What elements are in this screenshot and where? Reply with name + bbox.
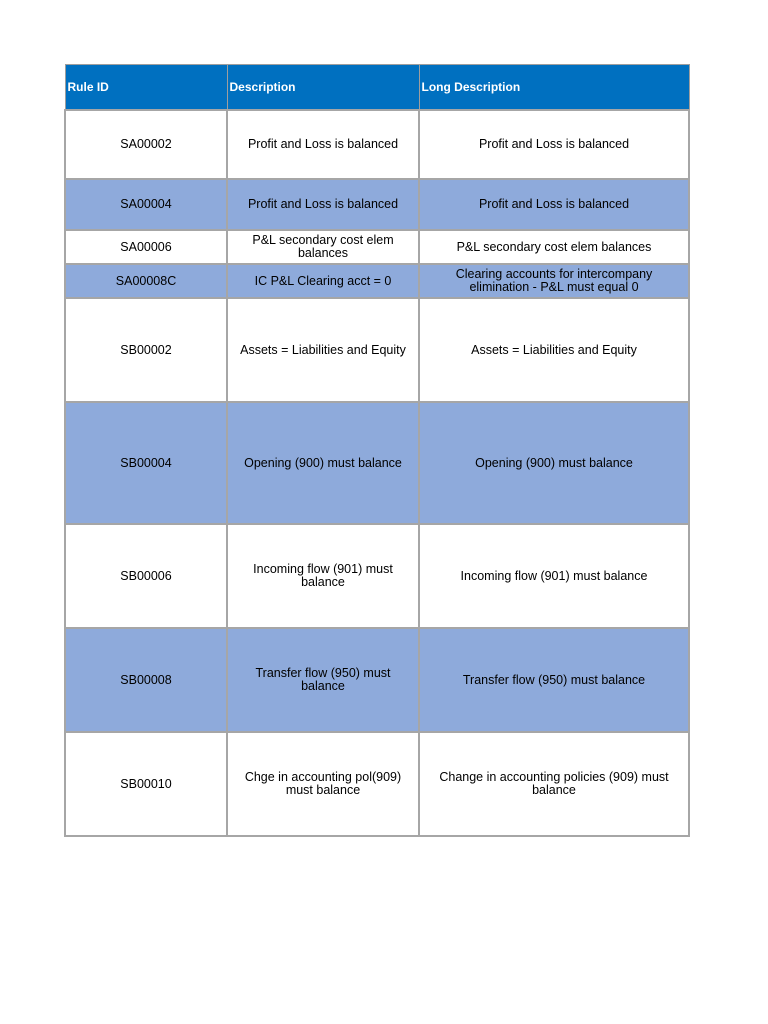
table-row [65, 110, 689, 179]
long-description-cell: Change in accounting policies (909) must balance [419, 732, 689, 836]
long-description-cell: Clearing accounts for intercompany elimination - P&L must equal 0 [419, 264, 689, 298]
description-cell: Transfer flow (950) must balance [227, 628, 419, 732]
description-cell: IC P&L Clearing acct = 0 [227, 264, 419, 298]
table-row [65, 264, 689, 298]
rule-id-cell: SB00010 [65, 732, 227, 836]
rule-id-cell: SB00008 [65, 628, 227, 732]
table-row [65, 524, 689, 628]
table-row [65, 230, 689, 264]
table-header-row [65, 65, 689, 111]
long-description-cell: Opening (900) must balance [419, 402, 689, 524]
rule-id-cell: SB00002 [65, 298, 227, 402]
long-description-cell: Assets = Liabilities and Equity [419, 298, 689, 402]
column-header-rule-id: Rule ID [65, 65, 227, 111]
description-cell: Opening (900) must balance [227, 402, 419, 524]
long-description-cell: Profit and Loss is balanced [419, 110, 689, 179]
long-description-cell: P&L secondary cost elem balances [419, 230, 689, 264]
description-cell: Profit and Loss is balanced [227, 179, 419, 230]
long-description-cell: Incoming flow (901) must balance [419, 524, 689, 628]
table-row [65, 402, 689, 524]
validation-rules-table [64, 64, 690, 837]
rule-id-cell: SA00002 [65, 110, 227, 179]
table-row [65, 179, 689, 230]
description-cell: Incoming flow (901) must balance [227, 524, 419, 628]
rule-id-cell: SB00004 [65, 402, 227, 524]
column-header-long-description: Long Description [419, 65, 689, 111]
description-cell: Assets = Liabilities and Equity [227, 298, 419, 402]
rule-id-cell: SA00006 [65, 230, 227, 264]
rule-id-cell: SA00004 [65, 179, 227, 230]
table-row [65, 298, 689, 402]
long-description-cell: Transfer flow (950) must balance [419, 628, 689, 732]
rule-id-cell: SB00006 [65, 524, 227, 628]
description-cell: Profit and Loss is balanced [227, 110, 419, 179]
description-cell: P&L secondary cost elem balances [227, 230, 419, 264]
long-description-cell: Profit and Loss is balanced [419, 179, 689, 230]
column-header-description: Description [227, 65, 419, 111]
description-cell: Chge in accounting pol(909) must balance [227, 732, 419, 836]
table-row [65, 628, 689, 732]
rule-id-cell: SA00008C [65, 264, 227, 298]
validation-rules-sheet [64, 64, 688, 837]
table-row [65, 732, 689, 836]
